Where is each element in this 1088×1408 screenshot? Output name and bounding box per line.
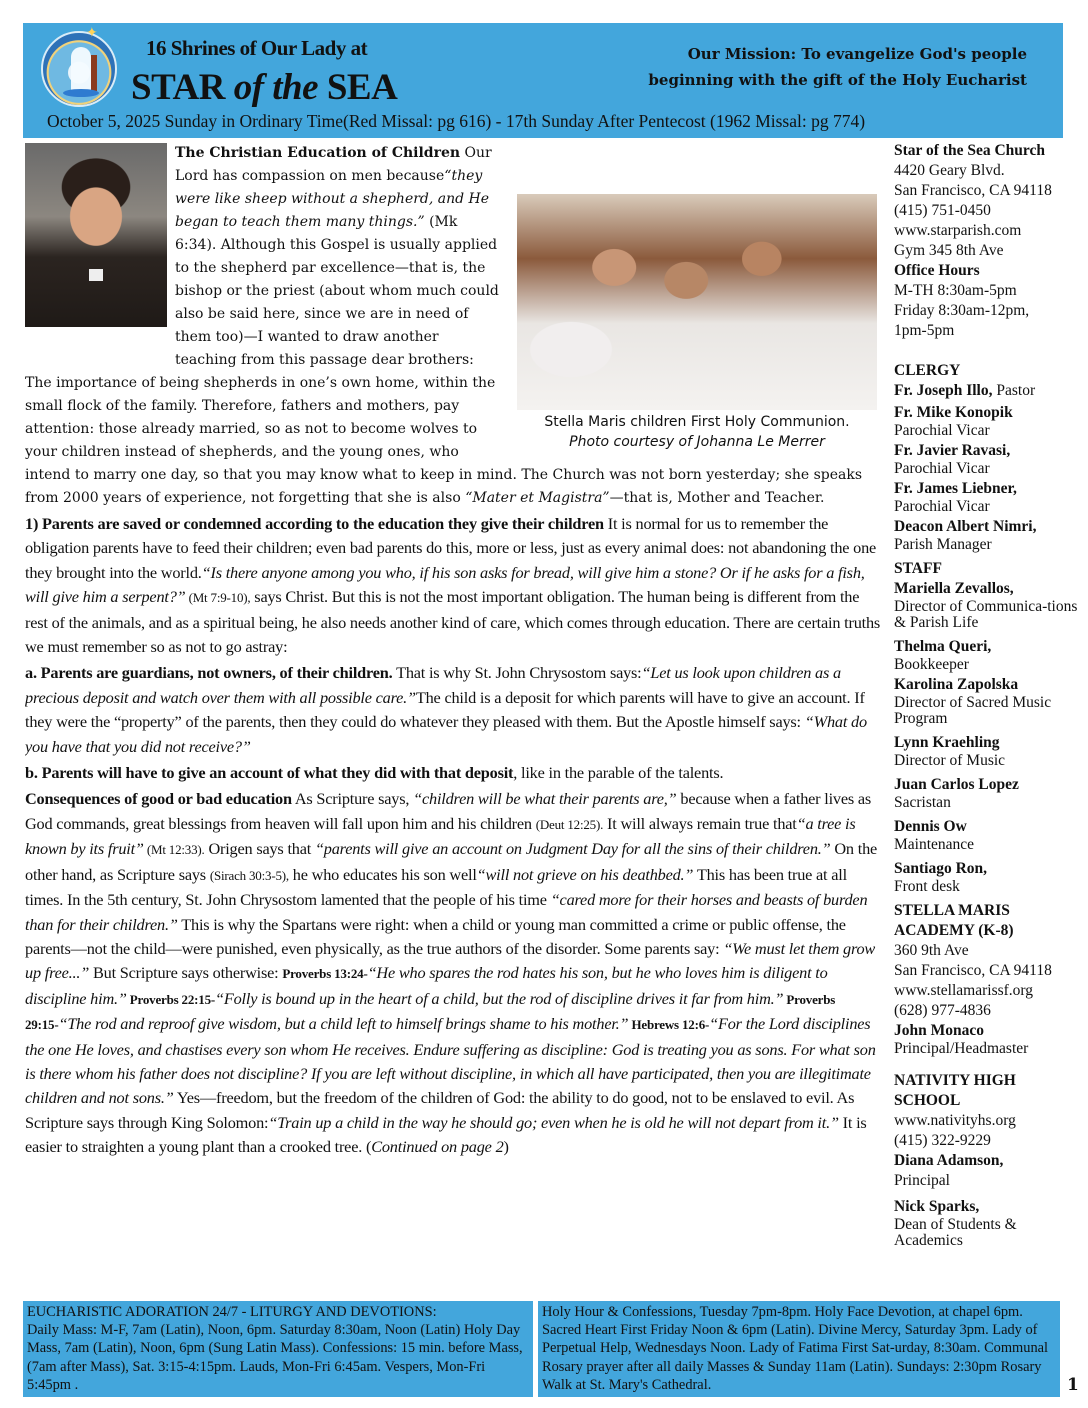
staff-member [894,579,1086,631]
school-head-role: Principal/Headmaster [894,1040,1029,1057]
clergy-name: Fr. James Liebner, [894,480,1017,497]
article-title: The Christian Education of Children [175,145,461,161]
school-head-name: John Monaco [894,1022,984,1039]
clergy-member [894,517,1086,553]
latin-quote: “Mater et Magistra” [465,490,610,506]
article-text: Our Lord has compassion on men because [175,145,492,184]
office-hours-line: Friday 8:30am-12pm, [894,302,1030,319]
clergy-member [894,403,1086,439]
staff-member [894,637,1086,673]
article-text: This is why the Spartans were right: when a child or young man committed a crime or public offense, the parents—not the child—were punished, even physically, as the true authors of the disorder. Some parents say: [25,914,846,958]
liturgy-schedule-box [23,1301,533,1397]
scripture-quote: “For the Lord disciplines the one He loves, and chastises every son whom He receives. Endure suffering as discipline: God is treating you as sons. For what son is there whom his father does not discipline? If you are left without discipline, in which all have participated, then you are illegitimate children and not sons.” [25,1014,876,1108]
masthead-title-part: SEA [318,67,398,108]
staff-role: Sacristan [894,794,951,811]
staff-name: Juan Carlos Lopez [894,776,1019,793]
staff-member [894,675,1086,727]
scripture-quote: “a tree is known by its fruit” [25,813,856,859]
scripture-reference: Proverbs 22:15- [126,991,215,1007]
dateline: October 5, 2025 Sunday in Ordinary Time(Red Missal: pg 616) - 17th Sunday After Pentecost (1962 Missal: pg 774) [47,111,866,131]
scripture-reference: Hebrews 12:6- [628,1017,710,1033]
article-paragraph-account [25,761,883,785]
article-paragraph-parents-saved [25,512,883,659]
staff-member [894,775,1086,811]
mission-line: Our Mission: To evangelize God's people [687,45,1027,63]
our-lady-figure-icon [71,47,91,95]
photo-caption [511,410,883,452]
church-name: Star of the Sea Church [894,142,1045,159]
office-hours-label: Office Hours [894,262,980,279]
star-icon: ✦ [86,25,98,41]
school-phone[interactable]: (628) 977-4836 [894,1002,991,1019]
school-city: San Francisco, CA 94118 [894,962,1052,979]
church-website-link[interactable]: www.starparish.com [894,222,1022,239]
clergy-name: Fr. Joseph Illo, [894,382,993,399]
article-text: he who educates his son well [288,864,477,884]
staff-role: Director of Sacred Music Program [894,694,1052,727]
article-text: As Scripture says, [291,789,414,809]
scripture-quote: “children will be what their parents are,” [413,789,677,809]
section-heading: 1) Parents are saved or condemned according to the education they give their children [25,514,604,533]
hs-principal-name: Diana Adamson, [894,1152,1004,1169]
quote: “parents will give an account on Judgment Day for all the sins of their children.” [314,839,831,859]
clergy-member [894,441,1086,477]
mission-statement [648,41,1027,93]
staff-name: Thelma Queri, [894,638,992,655]
church-address: 4420 Geary Blvd. [894,162,1005,179]
scripture-reference: (Mt 7:9-10), [185,590,251,606]
quote: “cared more for their horses and beasts of burden than for their children.” [25,890,868,934]
office-hours-line: 1pm-5pm [894,322,955,339]
scripture-quote: “The rod and reproof give wisdom, but a child left to himself brings shame to his mother.” [58,1014,629,1034]
article-text: The child is a deposit for which parents will have to give an account. If they were the “property” of the parents, then they could do whatever they pleased with them. But the Apostle himself says: [25,687,865,732]
church-phone[interactable]: (415) 751-0450 [894,202,991,219]
section-heading: b. Parents will have to give an account of what they did with that deposit [25,763,514,783]
scripture-quote: “Is there anyone among you who, if his son asks for bread, will give him a stone? Or if he asks for a fish, will give him a serpent?” [25,562,865,607]
parish-directory-sidebar [894,141,1086,1297]
article-intro-block [25,142,883,510]
hs-dean-name: Nick Sparks, [894,1198,980,1215]
communion-photo [517,194,877,410]
scripture-quote: “will not grieve on his deathbed.” [476,864,694,884]
clergy-member [894,479,1086,515]
staff-member [894,733,1086,769]
staff-name: Dennis Ow [894,818,967,835]
article-text: Although this Gospel is usually applied to the shepherd par excellence—that is, the bishop or the priest (about whom much could also be said here, since we are in need of them too)—I wanted to draw another teaching from this passage dear brothers: The importance of being shepherds in one’s own home, within the small flock of the family. Therefore, fathers and mothers, pay attention: those already married, so as not to become wolves to your children instead of shepherds, and the young ones, who intend to marry one day, so that you may know what to keep in mind. The Church was not born yesterday; she speaks from 2000 years of experience, not forgetting that she is also [25,237,863,506]
staff-name: Santiago Ron, [894,860,988,877]
clergy-member [894,381,1086,401]
header-banner [23,23,1063,138]
mission-line: beginning with the gift of the Holy Eucharist [648,71,1027,89]
article-text: It is normal for us to remember the obligation parents have to feed their children; even bad parents do this, more or less, just as every animal does: not abandoning the one they brought into the world. [25,514,877,582]
scripture-quote: “Folly is bound up in the heart of a child, but the rod of discipline drives it far from him.” [215,988,784,1008]
scripture-reference: (Sirach 30:3-5), [209,867,289,883]
photo-spacer [25,142,175,370]
gym-address: Gym 345 8th Ave [894,242,1004,259]
liturgy-heading: EUCHARISTIC ADORATION 24/7 - LITURGY AND DEVOTIONS: [27,1304,437,1320]
scripture-quote: “What do you have that you did not receive?” [25,712,867,756]
clergy-name: Fr. Mike Konopik [894,404,1013,421]
clergy-role: Parish Manager [894,536,992,553]
scripture-quote: “Train up a child in the way he should go; even when he is old he will not depart from it.” [268,1112,839,1132]
devotions-schedule-box [538,1301,1060,1397]
high-school-website-link[interactable]: www.nativityhs.org [894,1112,1016,1129]
scripture-reference: (Mk 6:34). [175,214,458,253]
article-text: It is easier to straighten a young plant than a crooked tree. ( [25,1112,867,1157]
clergy-role: Parochial Vicar [894,422,990,439]
article-text: It will always remain true that [603,813,797,833]
staff-heading: STAFF [894,560,942,577]
caption-credit: Photo courtesy of Johanna Le Merrer [569,434,825,450]
scripture-reference: (Deut 12:25). [535,816,604,832]
staff-role: Director of Music [894,752,1006,769]
article-text: , like in the parable of the talents. [513,763,724,783]
caption-title: Stella Maris children First Holy Communion. [544,414,850,430]
clergy-role: Pastor [992,382,1036,399]
staff-role: Bookkeeper [894,656,969,673]
staff-member [894,859,1086,895]
article-text: That is why St. John Chrysostom says: [392,663,642,683]
masthead-title-part: STAR [131,67,234,108]
article-text: Yes—freedom, but the freedom of the children of God: the ability to do good, not to be enslaved to evil. As Scripture says through King Solomon: [25,1088,855,1132]
quote: “Let us look upon children as a precious deposit and watch over them with all possible care.” [25,663,841,707]
scripture-reference: Proverbs 29:15- [25,991,836,1033]
clergy-role: Parochial Vicar [894,460,990,477]
section-heading: a. Parents are guardians, not owners, of their children. [25,663,393,683]
header-subtitle: 16 Shrines of Our Lady at [146,36,368,60]
hs-dean-role: Dean of Students & Academics [894,1216,1017,1249]
staff-member [894,817,1086,853]
staff-name: Karolina Zapolska [894,676,1019,693]
hs-principal-role: Principal [894,1172,950,1189]
school-address: 360 9th Ave [894,942,969,959]
page-number: 1 [1067,1375,1079,1395]
article-text: says Christ. But this is not the most important obligation. The human being is different from the rest of the animals, and as a spiritual being, he also needs another kind of care, which comes through education. There are certain truths we must remember so as not to go astray: [25,587,881,657]
clergy-heading: CLERGY [894,362,961,379]
staff-name: Mariella Zevallos, [894,580,1014,597]
devotions-text: Holy Hour & Confessions, Tuesday 7pm-8pm. Holy Face Devotion, at chapel 6pm. Sacred Heart First Friday Noon & 6pm (Latin). Divine Mercy, Saturday 3pm. Lady of Perpetual Help, Wednesdays Noon. Lady of Fatima First Sat-urday, 8:30am. Communal Rosary prayer after all daily Masses & Sunday 11am (Latin). Sundays: 2:30pm Rosary Walk at St. Mary's Cathedral. [542,1304,1049,1393]
church-city: San Francisco, CA 94118 [894,182,1052,199]
mass-schedule-text: Daily Mass: M-F, 7am (Latin), Noon, 6pm. Saturday 8:30am, Noon (Latin) Holy Day Mass, 7am (Latin), Noon, 6pm (Sung Latin Mass). Confessions: 15 min. before Mass, (7am after Mass), Sat. 3:15-4:15pm. Lauds, Mon-Fri 6:45am. Vespers, Mon-Fri 5:45pm . [27,1322,523,1393]
school-name: STELLA MARIS ACADEMY (K-8) [894,902,1014,939]
office-hours-line: M-TH 8:30am-5pm [894,282,1017,299]
staff-role: Maintenance [894,836,975,853]
staff-name: Lynn Kraehling [894,734,1000,751]
staff-role: Director of Communica-tions & Parish Life [894,598,1078,631]
masthead-title [131,66,397,109]
article-paragraph-guardians [25,661,883,759]
scripture-quote: “He who spares the rod hates his son, but he who loves him is diligent to discipline him.” [25,963,828,1008]
article-text: But Scripture says otherwise: [89,963,283,983]
high-school-phone[interactable]: (415) 322-9229 [894,1132,991,1149]
clergy-name: Deacon Albert Nimri, [894,518,1037,535]
article-text: —that is, Mother and Teacher. [609,490,825,506]
parish-logo [41,25,117,107]
article-text: Origen says that [204,839,315,859]
masthead-title-part: of the [233,67,319,108]
article-paragraph-consequences [25,787,883,1159]
wave-icon [63,89,99,97]
section-heading: Consequences of good or bad education [25,789,292,809]
school-website-link[interactable]: www.stellamarissf.org [894,982,1034,999]
quote: “We must let them grow up free...” [25,938,876,983]
article-text: This has been true at all times. In the 5th century, St. John Chrysostom lamented that the people of his time [25,864,847,910]
communion-photo-figure [511,194,883,452]
clergy-name: Fr. Javier Ravasi, [894,442,1011,459]
article-text: ) [503,1137,509,1157]
article-text: On the other hand, as Scripture says [25,839,878,884]
bridge-tower-icon [91,55,97,91]
high-school-name: NATIVITY HIGH SCHOOL [894,1072,1016,1109]
scripture-reference: (Mt 12:33). [143,842,205,858]
staff-role: Front desk [894,878,960,895]
scripture-reference: Proverbs 13:24- [282,966,368,982]
clergy-role: Parochial Vicar [894,498,990,515]
main-article [25,140,883,1296]
article-text: because when a father lives as God commands, great blessings from heaven will fall upon him and his children [25,789,872,833]
continued-link[interactable]: Continued on page 2 [371,1137,504,1157]
scripture-quote: “they were like sheep without a shepherd, and He began to teach them many things.” [175,168,490,230]
